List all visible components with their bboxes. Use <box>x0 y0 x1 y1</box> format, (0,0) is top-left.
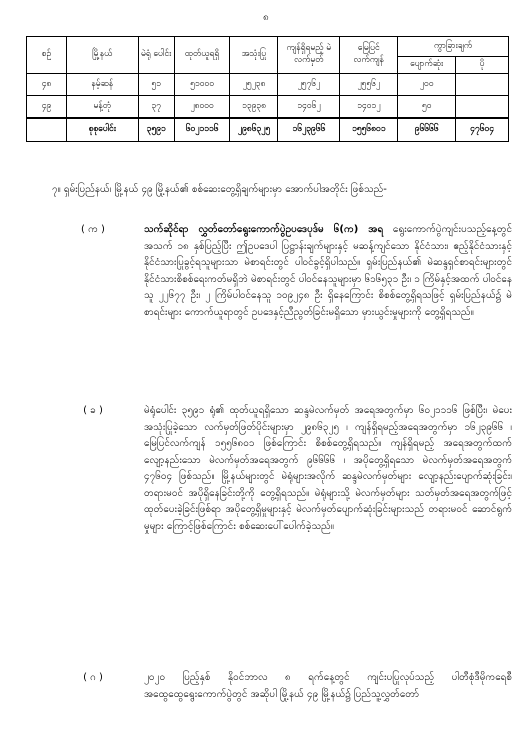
item-ga <box>60 670 512 710</box>
cell-seq: ၄၈ <box>27 74 67 96</box>
table-row <box>27 74 509 96</box>
item-label: ( ခ ) <box>83 405 103 416</box>
table-total-row <box>27 118 509 142</box>
total-lost: ၉၆၆၆၆ <box>398 118 456 142</box>
page-number: ၈ <box>263 12 269 23</box>
cell-extra <box>456 74 509 96</box>
total-label: စုစုပေါင်း <box>66 118 138 142</box>
total-actual: ၁၅၅၆၈၀၁ <box>340 118 398 142</box>
cell-remaining: ၁၄၀၆၂ <box>278 96 340 119</box>
header-township: မြို့နယ် <box>66 37 138 74</box>
cell-voters: ၂၈၀၀၀ <box>174 96 230 119</box>
total-stations: ၃၅၉၁ <box>138 118 174 142</box>
item-ka <box>60 222 512 392</box>
item-heading: သက်ဆိုင်ရာ လွှတ်တော်ရွေးကောက်ပွဲဥပဒေပုဒ်မ ၆(က) အရ <box>144 224 384 235</box>
cell-voters: ၅၁၀၀၀ <box>174 74 230 96</box>
table-row <box>27 96 509 119</box>
ballot-statistics-table <box>26 36 509 142</box>
cell-used: ၁၃၉၃၈ <box>230 96 278 119</box>
header-voters: ထုတ်ယူရရှိ <box>174 37 230 74</box>
header-extra: ပို <box>456 57 509 74</box>
cell-remaining: ၂၅၇၆၂ <box>278 74 340 96</box>
header-actual: မြေပြင် လက်ကျန် <box>340 37 398 74</box>
item-body: ရွေးကောက်ပွဲကျင်းပသည့်နေ့တွင် အသက် ၁၈ နှစ်ပြည့်ပြီး ဤဥပဒေပါ ပြဋ္ဌာန်းချက်များနှင့် မဆန့်ကျင်သော နိုင်ငံသား၊ ဧည့်နိုင်ငံသားနှင့် နိုင်ငံသားပြုခွင့်ရသူများသာ မဲစာရင်းတွင် ပါဝင်ခွင့်ရှိပါသည်။ ရှမ်းပြည်နယ်၏ မဲဆန္ဒရှင်စာရင်းများတွင် နိုင်ငံသားစိစစ်ရေးကတ်မရှိဘဲ မဲစာရင်းတွင် ပါဝင်နေသူများမှာ ၆၁၆၅၃၁ ဦး၊ ၁ ကြိမ်နှင့်အထက် ပါဝင်နေသူ ၂၂၆၇၇ ဦး၊ ၂ ကြိမ်ပါဝင်နေသူ ၁၀၉၂၄၈ ဦး ရှိနေကြောင်း စိစစ်တွေ့ရှိရသဖြင့် ရှမ်းပြည်နယ်၌ မဲစာရင်းများ ကောက်ယူရာတွင် ဥပဒေနှင့်ညီညွတ်ခြင်းမရှိသော မှားယွင်းမှုများကို တွေ့ရှိရသည်။ <box>144 224 513 318</box>
cell-actual: ၁၄၀၁၂ <box>340 96 398 119</box>
total-extra: ၄၇၆၀၄ <box>456 118 509 142</box>
header-difference: ကွာခြားချက် <box>398 37 509 57</box>
header-lost: ပျောက်ဆုံး <box>398 57 456 74</box>
header-stations: မဲရုံ ပေါင်း <box>138 37 174 74</box>
cell-actual: ၂၅၅၆၂ <box>340 74 398 96</box>
item-text <box>144 222 512 321</box>
cell-township: နမ့်ဆန် <box>66 74 138 96</box>
header-used: အသုံးပြု <box>230 37 278 74</box>
item-text: မဲရုံပေါင်း ၃၅၉၁ ရုံ၏ ထုတ်ယူရရှိသော ဆန္ဒမဲလက်မှတ် အရေအတွက်မှာ ၆၀၂၁၁၁၆ ဖြစ်ပြီး၊ မဲပေးအသုံးပြုခဲ့သော လက်မှတ်ဖြတ်ပိုင်းများမှာ ၂၉၈၆၃၂၅ ၊ ကျန်ရှိရမည့်အရေအတွက်မှာ ၁၆၂၃၉၆၆ ၊ မြေပြင်လက်ကျန် ၁၅၅၆၈၀၁ ဖြစ်ကြောင်း စိစစ်တွေ့ရှိရသည်။ ကျန်ရှိရမည့် အရေအတွက်ထက် လျော့နည်းသော မဲလက်မှတ်အရေအတွက် ၉၆၆၆၆ ၊ အပိုတွေ့ရှိရသော မဲလက်မှတ်အရေအတွက် ၄၇၆၀၄ ဖြစ်သည်။ မြို့နယ်များတွင် မဲရုံများအလိုက် ဆန္ဒမဲလက်မှတ်များ လျော့နည်းပျောက်ဆုံးခြင်း၊ တရားမဝင် အပိုရှိနေခြင်းတို့ကို တွေ့ရှိရသည်။ မဲရုံများသို့ မဲလက်မှတ်များ သတ်မှတ်အရေအတွက်ဖြင့် ထုတ်ပေးခဲ့ခြင်းဖြစ်ရာ အပိုတွေ့ရှိမှုများနှင့် မဲလက်မှတ်ပျောက်ဆုံးခြင်းများသည် တရားမဝင် ဆောင်ရွက်မှုများ ကြောင့်ဖြစ်ကြောင်း စစ်ဆေးပေါ်ပေါက်ခဲ့သည်။ <box>144 405 512 532</box>
cell-stations: ၅၁ <box>138 74 174 96</box>
total-voters: ၆၀၂၁၁၁၆ <box>174 118 230 142</box>
cell-empty <box>27 118 67 142</box>
section-7-paragraph: ၇။ ရှမ်းပြည်နယ်၊ မြို့နယ် ၄၉ မြို့နယ်၏ စစ်ဆေးတွေ့ရှိချက်များမှာ အောက်ပါအတိုင်း ဖြစ်သည်- <box>52 184 387 195</box>
item-text: ၂၀၂၀ ပြည့်နှစ် နိုဝင်ဘာလ ၈ ရက်နေ့တွင် ကျင်းပပြုလုပ်သည့် ပါတီစုံဒီမိုကရေစီ အထွေထွေရွေးကောက်ပွဲတွင် အဆိုပါ မြို့နယ် ၄၉ မြို့နယ်၌ ပြည်သူ့လွှတ်တော် <box>144 672 512 700</box>
item-label: ( က ) <box>81 224 105 235</box>
total-used: ၂၉၈၆၃၂၅ <box>230 118 278 142</box>
header-seq: စဉ် <box>27 37 67 74</box>
total-remaining: ၁၆၂၃၉၆၆ <box>278 118 340 142</box>
item-kha <box>60 403 512 633</box>
cell-township: မန့်တုံ <box>66 96 138 119</box>
cell-used: ၂၅၂၃၈ <box>230 74 278 96</box>
header-remaining: ကျန်ရှိရမည့် မဲလက်မှတ် <box>278 37 340 74</box>
item-label: ( ဂ ) <box>83 672 103 683</box>
cell-lost: ၂၀၀ <box>398 74 456 96</box>
cell-seq: ၄၉ <box>27 96 67 119</box>
cell-stations: ၃၇ <box>138 96 174 119</box>
cell-lost: ၅၀ <box>398 96 456 119</box>
cell-extra <box>456 96 509 119</box>
